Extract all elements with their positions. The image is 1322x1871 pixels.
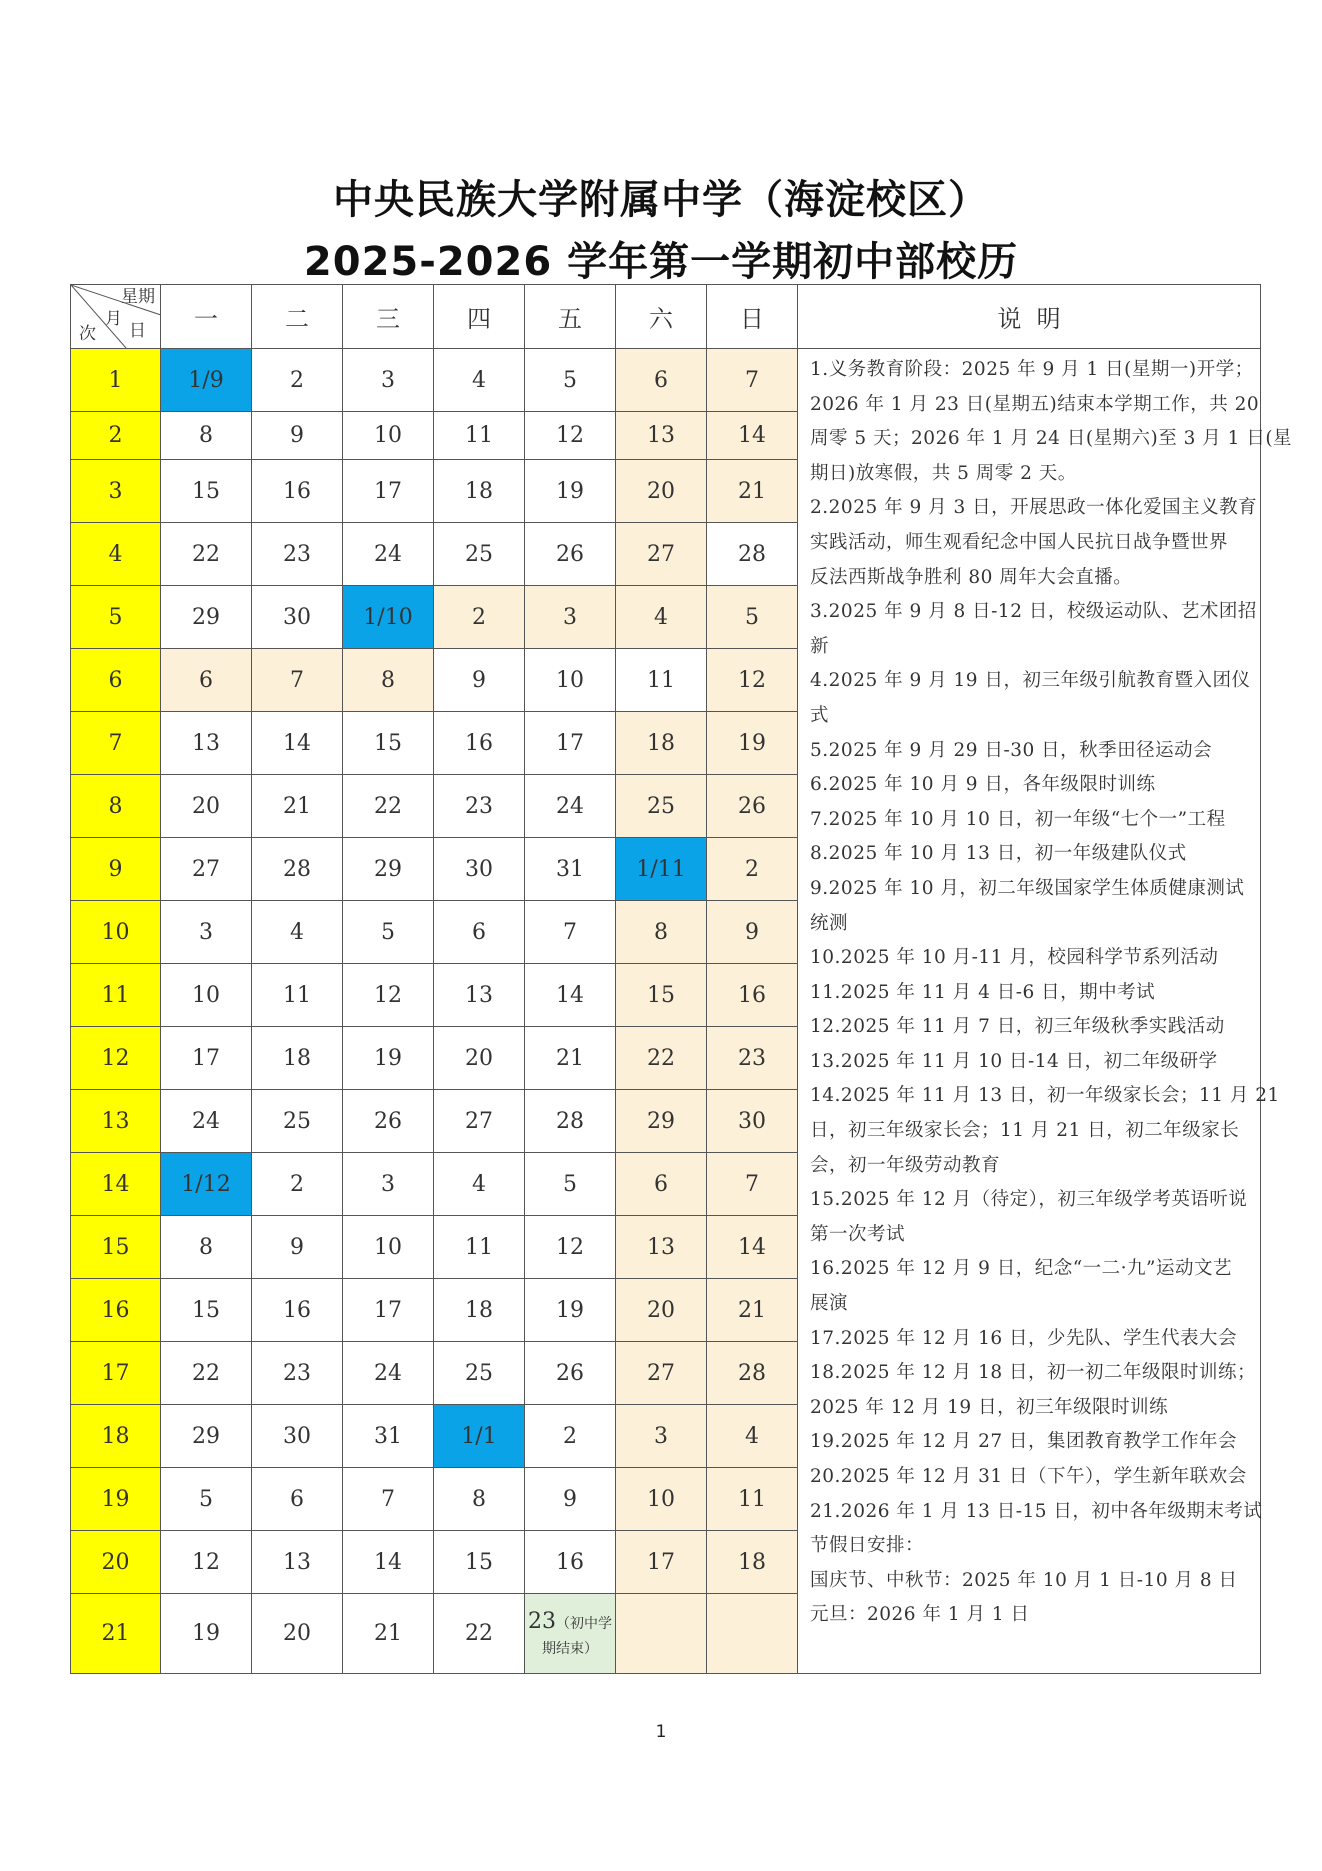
note-line: 元旦：2026 年 1 月 1 日 <box>810 1604 1030 1626</box>
day-cell: 14 <box>525 964 616 1027</box>
note-line: 9.2025 年 10 月，初二年级国家学生体质健康测试 <box>810 877 1245 899</box>
week-number-cell: 10 <box>71 901 161 964</box>
day-cell: 14 <box>707 1216 798 1279</box>
day-cell: 20 <box>252 1594 343 1674</box>
day-cell: 20 <box>161 775 252 838</box>
day-cell: 9 <box>252 1216 343 1279</box>
note-line: 15.2025 年 12 月（待定），初三年级学考英语听说 <box>810 1189 1248 1211</box>
day-cell: 10 <box>525 649 616 712</box>
day-cell: 12 <box>343 964 434 1027</box>
week-number-cell: 8 <box>71 775 161 838</box>
day-cell: 13 <box>616 412 707 460</box>
day-cell: 18 <box>252 1027 343 1090</box>
week-number-cell: 2 <box>71 412 161 460</box>
day-cell: 11 <box>434 1216 525 1279</box>
day-cell: 31 <box>343 1405 434 1468</box>
corner-weekday-label: 星期 <box>121 287 155 307</box>
day-cell: 13 <box>252 1531 343 1594</box>
note-line: 期日)放寒假，共 5 周零 2 天。 <box>810 462 1077 484</box>
day-cell: 2 <box>707 838 798 901</box>
note-line: 反法西斯战争胜利 80 周年大会直播。 <box>810 566 1133 588</box>
week-number-cell: 12 <box>71 1027 161 1090</box>
day-cell: 22 <box>343 775 434 838</box>
week-number-cell: 18 <box>71 1405 161 1468</box>
day-cell: 19 <box>707 712 798 775</box>
week-number-cell: 11 <box>71 964 161 1027</box>
day-cell: 23 <box>252 1342 343 1405</box>
day-cell: 28 <box>252 838 343 901</box>
day-cell: 31 <box>525 838 616 901</box>
day-cell: 27 <box>434 1090 525 1153</box>
day-cell: 19 <box>161 1594 252 1674</box>
day-cell: 3 <box>161 901 252 964</box>
day-cell: 21 <box>252 775 343 838</box>
day-cell: 26 <box>343 1090 434 1153</box>
note-line: 17.2025 年 12 月 16 日，少先队、学生代表大会 <box>810 1327 1237 1349</box>
week-number-cell: 3 <box>71 460 161 523</box>
note-line: 6.2025 年 10 月 9 日，各年级限时训练 <box>810 774 1156 796</box>
day-cell: 9 <box>252 412 343 460</box>
day-cell: 2 <box>252 1153 343 1216</box>
day-cell: 16 <box>434 712 525 775</box>
day-cell: 13 <box>161 712 252 775</box>
day-cell: 12 <box>525 1216 616 1279</box>
day-cell: 7 <box>707 349 798 412</box>
term-end-note: （初中学期结束） <box>542 1615 612 1657</box>
day-cell: 22 <box>161 523 252 586</box>
day-cell: 2 <box>252 349 343 412</box>
day-cell: 20 <box>616 1279 707 1342</box>
day-cell: 19 <box>343 1027 434 1090</box>
note-line: 日，初三年级家长会；11 月 21 日，初二年级家长 <box>810 1120 1240 1142</box>
note-line: 展演 <box>810 1293 849 1315</box>
day-cell: 29 <box>616 1090 707 1153</box>
school-calendar-table <box>70 284 1293 1674</box>
week-number-cell: 5 <box>71 586 161 649</box>
note-line: 18.2025 年 12 月 18 日，初一初二年级限时训练； <box>810 1362 1256 1384</box>
corner-week-label: 次 <box>79 324 96 344</box>
day-cell: 27 <box>161 838 252 901</box>
school-title: 中央民族大学附属中学（海淀校区） <box>333 177 989 223</box>
day-cell: 10 <box>616 1468 707 1531</box>
day-cell: 15 <box>616 964 707 1027</box>
day-cell: 30 <box>252 586 343 649</box>
note-line: 16.2025 年 12 月 9 日，纪念“一二·九”运动文艺 <box>810 1258 1233 1280</box>
day-cell: 23 <box>434 775 525 838</box>
day-cell: 16 <box>525 1531 616 1594</box>
day-cell: 3 <box>525 586 616 649</box>
day-cell: 6 <box>252 1468 343 1531</box>
day-cell: 14 <box>252 712 343 775</box>
day-cell: 5 <box>161 1468 252 1531</box>
note-line: 12.2025 年 11 月 7 日，初三年级秋季实践活动 <box>810 1016 1225 1038</box>
day-cell: 12 <box>525 412 616 460</box>
day-cell: 7 <box>525 901 616 964</box>
day-cell: 24 <box>343 523 434 586</box>
weekday-header-tue: 二 <box>252 285 343 349</box>
month-start-cell: 1/1 <box>434 1405 525 1468</box>
day-cell: 21 <box>343 1594 434 1674</box>
note-line: 13.2025 年 11 月 10 日-14 日，初二年级研学 <box>810 1050 1218 1072</box>
day-cell: 16 <box>252 460 343 523</box>
day-cell: 9 <box>434 649 525 712</box>
day-cell: 4 <box>252 901 343 964</box>
day-cell: 10 <box>161 964 252 1027</box>
day-cell: 12 <box>707 649 798 712</box>
week-row <box>71 349 1261 412</box>
day-cell: 25 <box>252 1090 343 1153</box>
note-line: 式 <box>810 704 830 726</box>
day-cell: 26 <box>525 523 616 586</box>
day-cell: 8 <box>434 1468 525 1531</box>
day-cell: 2 <box>434 586 525 649</box>
day-cell: 27 <box>616 1342 707 1405</box>
calendar-title: 2025-2026 学年第一学期初中部校历 <box>303 239 1019 285</box>
day-cell <box>707 1594 798 1674</box>
day-cell: 16 <box>252 1279 343 1342</box>
note-line: 4.2025 年 9 月 19 日，初三年级引航教育暨入团仪 <box>810 670 1251 692</box>
note-line: 2026 年 1 月 23 日(星期五)结束本学期工作，共 20 <box>810 393 1260 415</box>
day-cell: 4 <box>616 586 707 649</box>
notes-cell <box>798 349 1293 1674</box>
day-cell: 15 <box>434 1531 525 1594</box>
note-line: 3.2025 年 9 月 8 日-12 日，校级运动队、艺术团招 <box>810 601 1257 623</box>
day-cell: 17 <box>343 460 434 523</box>
weekday-header-thu: 四 <box>434 285 525 349</box>
day-cell: 3 <box>616 1405 707 1468</box>
day-cell: 18 <box>434 1279 525 1342</box>
day-cell: 25 <box>616 775 707 838</box>
day-cell: 5 <box>525 349 616 412</box>
day-cell: 23 <box>252 523 343 586</box>
day-cell: 11 <box>616 649 707 712</box>
day-cell: 18 <box>707 1531 798 1594</box>
day-cell: 21 <box>525 1027 616 1090</box>
week-number-cell: 19 <box>71 1468 161 1531</box>
day-cell: 16 <box>707 964 798 1027</box>
day-cell: 26 <box>707 775 798 838</box>
day-cell: 30 <box>434 838 525 901</box>
day-cell: 25 <box>434 523 525 586</box>
day-cell: 18 <box>616 712 707 775</box>
note-line: 新 <box>810 635 830 657</box>
note-line: 20.2025 年 12 月 31 日（下午），学生新年联欢会 <box>810 1466 1247 1487</box>
week-number-cell: 17 <box>71 1342 161 1405</box>
note-line: 2.2025 年 9 月 3 日，开展思政一体化爱国主义教育 <box>810 497 1258 519</box>
week-number-cell: 14 <box>71 1153 161 1216</box>
note-line: 会，初一年级劳动教育 <box>810 1154 1001 1176</box>
note-line: 7.2025 年 10 月 10 日，初一年级“七个一”工程 <box>810 808 1226 830</box>
day-cell: 6 <box>434 901 525 964</box>
note-line: 国庆节、中秋节：2025 年 10 月 1 日-10 月 8 日 <box>810 1569 1238 1591</box>
day-cell: 6 <box>616 349 707 412</box>
day-cell: 19 <box>525 1279 616 1342</box>
day-cell: 9 <box>525 1468 616 1531</box>
day-cell: 15 <box>343 712 434 775</box>
day-cell: 15 <box>161 460 252 523</box>
day-cell: 6 <box>161 649 252 712</box>
day-cell: 14 <box>707 412 798 460</box>
corner-header-cell <box>71 285 161 349</box>
day-cell: 28 <box>707 1342 798 1405</box>
day-cell: 6 <box>616 1153 707 1216</box>
day-cell: 12 <box>161 1531 252 1594</box>
week-number-cell: 6 <box>71 649 161 712</box>
day-cell: 29 <box>161 1405 252 1468</box>
month-start-cell: 1/11 <box>616 838 707 901</box>
day-cell: 4 <box>707 1405 798 1468</box>
day-cell: 21 <box>707 460 798 523</box>
day-cell: 5 <box>707 586 798 649</box>
day-cell: 4 <box>434 1153 525 1216</box>
page-number: 1 <box>655 1722 667 1742</box>
day-cell: 20 <box>434 1027 525 1090</box>
corner-month-label: 月 <box>105 309 122 329</box>
day-cell: 5 <box>343 901 434 964</box>
weekday-header-sun: 日 <box>707 285 798 349</box>
note-line: 14.2025 年 11 月 13 日，初一年级家长会；11 月 21 <box>810 1085 1280 1107</box>
month-start-cell: 1/9 <box>161 349 252 412</box>
day-cell: 22 <box>161 1342 252 1405</box>
week-number-cell: 7 <box>71 712 161 775</box>
day-cell: 20 <box>616 460 707 523</box>
week-number-cell: 15 <box>71 1216 161 1279</box>
day-cell: 29 <box>343 838 434 901</box>
day-cell: 28 <box>707 523 798 586</box>
day-cell: 24 <box>161 1090 252 1153</box>
header-row <box>71 285 1261 349</box>
day-cell: 30 <box>252 1405 343 1468</box>
calendar-body <box>71 349 1293 1674</box>
weekday-header-mon: 一 <box>161 285 252 349</box>
weekday-header-sat: 六 <box>616 285 707 349</box>
week-number-cell: 9 <box>71 838 161 901</box>
day-cell: 7 <box>707 1153 798 1216</box>
day-cell: 5 <box>525 1153 616 1216</box>
day-cell: 17 <box>616 1531 707 1594</box>
day-cell: 4 <box>434 349 525 412</box>
day-cell: 17 <box>525 712 616 775</box>
week-number-cell: 21 <box>71 1594 161 1674</box>
corner-day-label: 日 <box>129 321 146 341</box>
note-line: 10.2025 年 10 月-11 月，校园科学节系列活动 <box>810 947 1219 969</box>
note-line: 1.义务教育阶段：2025 年 9 月 1 日(星期一)开学； <box>810 359 1254 380</box>
day-cell: 22 <box>616 1027 707 1090</box>
week-number-cell: 4 <box>71 523 161 586</box>
day-cell: 8 <box>343 649 434 712</box>
day-cell: 24 <box>525 775 616 838</box>
note-line: 2025 年 12 月 19 日，初三年级限时训练 <box>810 1396 1169 1418</box>
day-cell: 30 <box>707 1090 798 1153</box>
day-cell: 18 <box>434 460 525 523</box>
month-start-cell: 1/10 <box>343 586 434 649</box>
day-cell: 21 <box>707 1279 798 1342</box>
day-cell: 27 <box>616 523 707 586</box>
note-line: 11.2025 年 11 月 4 日-6 日，期中考试 <box>810 981 1156 1003</box>
day-cell: 11 <box>252 964 343 1027</box>
day-cell: 24 <box>343 1342 434 1405</box>
day-cell: 15 <box>161 1279 252 1342</box>
day-cell: 23 <box>707 1027 798 1090</box>
day-cell: 26 <box>525 1342 616 1405</box>
note-line: 21.2026 年 1 月 13 日-15 日，初中各年级期末考试 <box>810 1500 1263 1522</box>
week-number-cell: 16 <box>71 1279 161 1342</box>
note-line: 节假日安排： <box>810 1535 925 1557</box>
day-cell: 10 <box>343 1216 434 1279</box>
day-cell: 7 <box>343 1468 434 1531</box>
day-cell: 25 <box>434 1342 525 1405</box>
notes-header: 说 明 <box>798 285 1261 349</box>
day-cell: 13 <box>434 964 525 1027</box>
day-cell <box>616 1594 707 1674</box>
day-cell: 8 <box>161 412 252 460</box>
weekday-header-fri: 五 <box>525 285 616 349</box>
note-line: 统测 <box>810 912 849 934</box>
day-cell: 8 <box>616 901 707 964</box>
week-number-cell: 1 <box>71 349 161 412</box>
day-cell: 3 <box>343 1153 434 1216</box>
note-line: 第一次考试 <box>810 1223 906 1245</box>
day-number: 23 <box>528 1608 556 1634</box>
term-end-day-cell <box>525 1594 616 1674</box>
day-cell: 29 <box>161 586 252 649</box>
month-start-cell: 1/12 <box>161 1153 252 1216</box>
day-cell: 10 <box>343 412 434 460</box>
note-line: 周零 5 天；2026 年 1 月 24 日(星期六)至 3 月 1 日(星 <box>810 428 1293 450</box>
day-cell: 17 <box>161 1027 252 1090</box>
day-cell: 14 <box>343 1531 434 1594</box>
day-cell: 22 <box>434 1594 525 1674</box>
day-cell: 11 <box>707 1468 798 1531</box>
day-cell: 3 <box>343 349 434 412</box>
note-line: 实践活动，师生观看纪念中国人民抗日战争暨世界 <box>810 531 1229 553</box>
day-cell: 11 <box>434 412 525 460</box>
day-cell: 9 <box>707 901 798 964</box>
day-cell: 19 <box>525 460 616 523</box>
note-line: 8.2025 年 10 月 13 日，初一年级建队仪式 <box>810 843 1187 865</box>
day-cell: 8 <box>161 1216 252 1279</box>
week-number-cell: 20 <box>71 1531 161 1594</box>
day-cell: 7 <box>252 649 343 712</box>
week-number-cell: 13 <box>71 1090 161 1153</box>
day-cell: 28 <box>525 1090 616 1153</box>
note-line: 5.2025 年 9 月 29 日-30 日，秋季田径运动会 <box>810 739 1213 761</box>
weekday-header-wed: 三 <box>343 285 434 349</box>
day-cell: 17 <box>343 1279 434 1342</box>
note-line: 19.2025 年 12 月 27 日，集团教育教学工作年会 <box>810 1431 1237 1453</box>
day-cell: 13 <box>616 1216 707 1279</box>
day-cell: 2 <box>525 1405 616 1468</box>
